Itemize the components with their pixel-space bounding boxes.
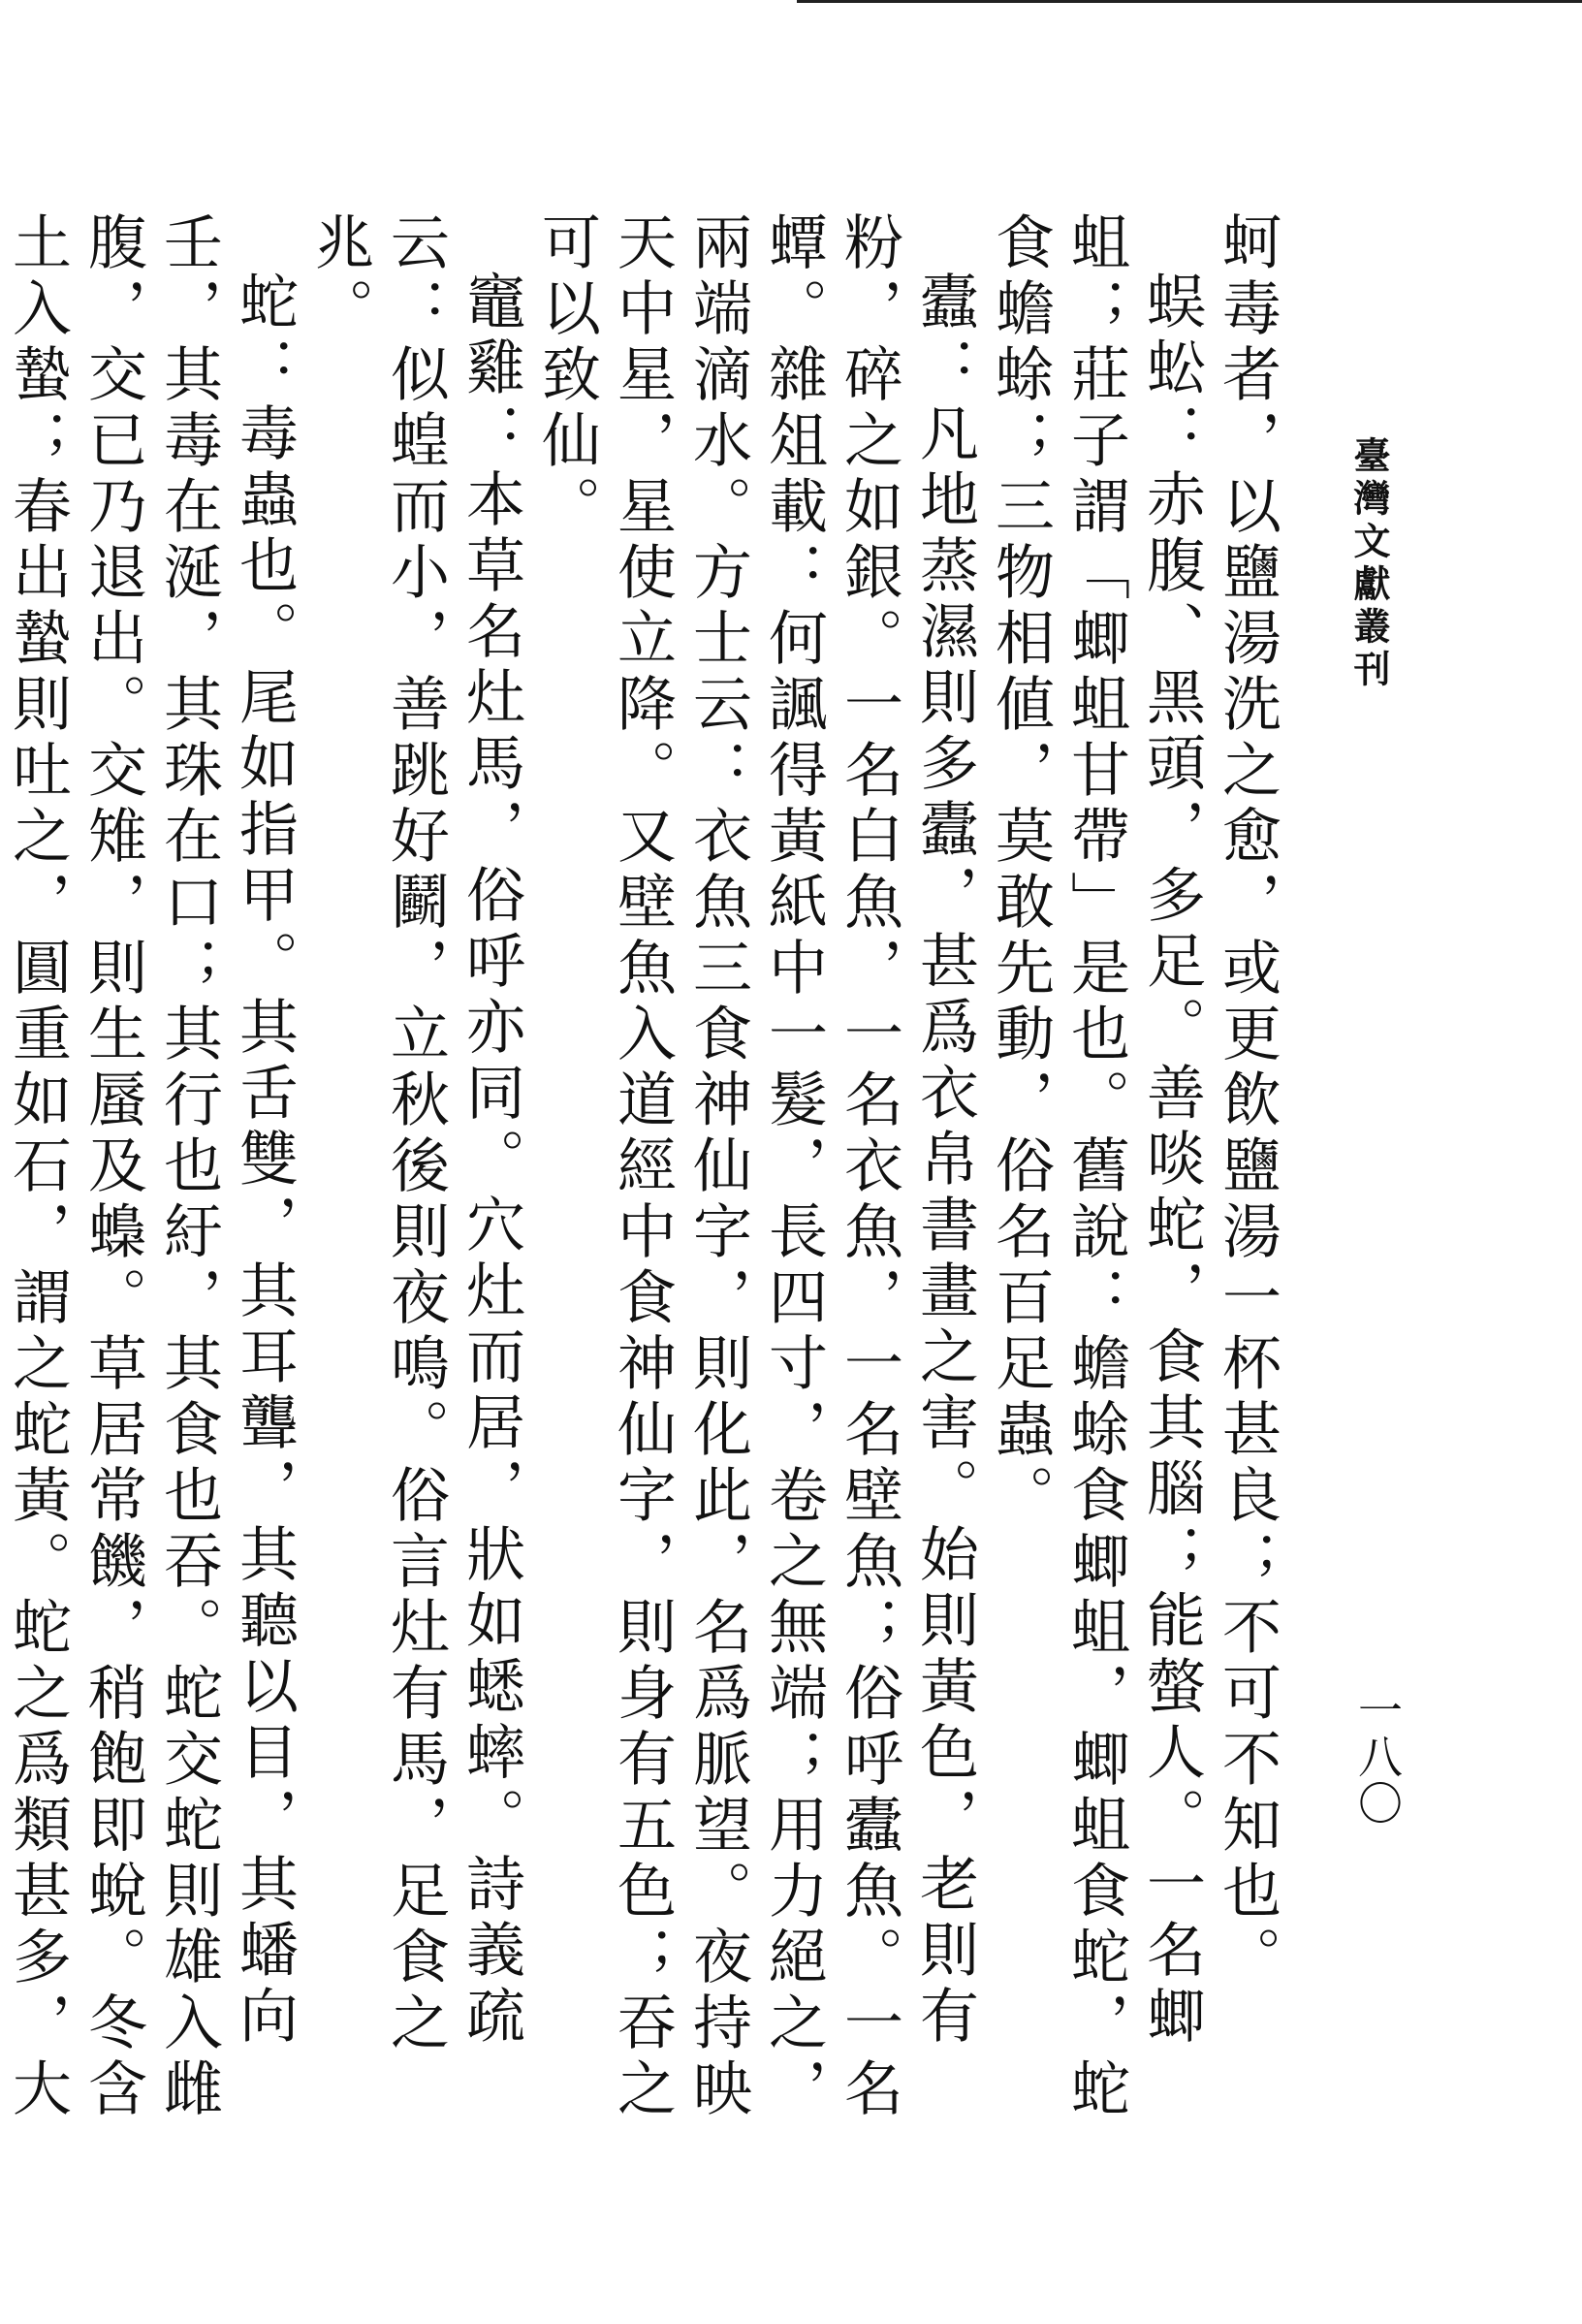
paragraph-continuation: 蚵毒者，以鹽湯洗之愈，或更飲鹽湯一杯甚良；不可不知也。	[1213, 211, 1281, 1991]
entry-bookworm: 蠹：凡地蒸濕則多蠹，甚爲衣帛書畫之害。始則黃色，老則有粉，碎之如銀。一名白魚，一名衣魚，一名壁魚；俗呼蠹魚。一名蟫。雜俎載：何諷得黃紙中一髮，長四寸，卷之無端；用力絕之，兩端滴水。方士云：衣魚三食神仙字，則化此，名爲脈望。夜持映天中星，星使立降。又壁魚入道經中食神仙字，則身有五色；吞之可以致仙。	[532, 211, 979, 2123]
top-rule-line	[797, 0, 1582, 3]
running-head-title: 臺灣文獻叢刊	[1347, 436, 1391, 692]
entry-centipede: 蜈蚣：赤腹、黑頭，多足。善啖蛇，食其腦；能螫人。一名蝍蛆；莊子謂「蝍蛆甘帶」是也。舊說：蟾蜍食蝍蛆，蝍蛆食蛇，蛇食蟾蜍；三物相値，莫敢先動，俗名百足蟲。	[986, 211, 1206, 2123]
entry-stove-cricket: 竈雞：本草名灶馬，俗呼亦同。穴灶而居，狀如蟋蟀。詩義疏云：似蝗而小，善跳好鬬，立秋後則夜鳴。俗言灶有馬，足食之兆。	[305, 211, 525, 2057]
body-text	[3, 211, 1284, 2180]
page-number: 一八〇	[1351, 1687, 1404, 1827]
entry-snake: 蛇：毒蟲也。尾如指甲。其舌雙，其耳聾，其聽以目，其蟠向壬，其毒在涎，其珠在口；其行也紆，其食也吞。蛇交蛇則雄入雌腹，交已乃退出。交雉，則生蜃及蟂。草居常饑，稍飽即蛻。冬含土入蟄；春出蟄則吐之，圓重如石，謂之蛇黃。蛇之爲類甚多，大	[3, 211, 299, 2123]
